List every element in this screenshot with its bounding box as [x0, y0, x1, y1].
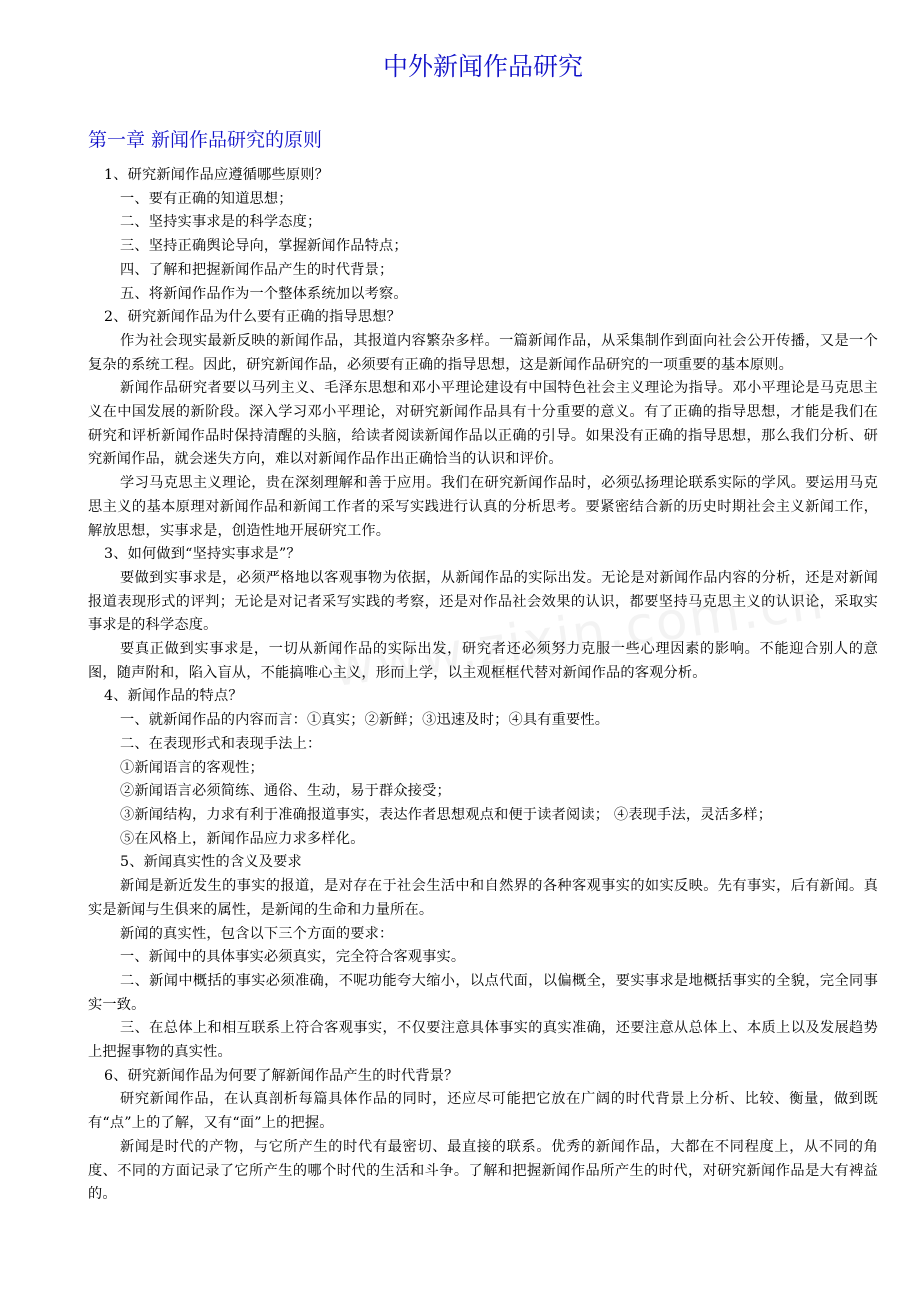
paragraph: 四、了解和把握新闻作品产生的时代背景； [120, 261, 394, 278]
document-body [88, 164, 878, 1207]
paragraph: 新闻是新近发生的事实的报道，是对存在于社会生活中和自然界的各种客观事实的如实反映。先有事实，后有新闻。真实是新闻与生俱来的属性，是新闻的生命和力量所在。 [88, 878, 878, 918]
question-heading: 2、研究新闻作品为什么要有正确的指导思想？ [104, 309, 401, 326]
paragraph: 一、就新闻作品的内容而言：①真实；②新鲜；③迅速及时；④具有重要性。 [120, 712, 610, 729]
paragraph: 五、将新闻作品作为一个整体系统加以考察。 [120, 285, 408, 302]
paragraph: 二、新闻中概括的事实必须准确，不呢功能夸大缩小，以点代面，以偏概全，要实事求是地概括事实的全貌，完全同事实一致。 [88, 972, 878, 1013]
paragraph: 学习马克思主义理论，贵在深刻理解和善于应用。我们在研究新闻作品时，必须弘扬理论联系实际的学风。要运用马克思主义的基本原理对新闻作品和新闻工作者的采写实践进行认真的分析思考。要紧密结合新的历史时期社会主义新闻工作，解放思想，实事求是，创造性地开展研究工作。 [88, 475, 878, 539]
paragraph: 要做到实事求是，必须严格地以客观事物为依据，从新闻作品的实际出发。无论是对新闻作品内容的分析，还是对新闻报道表现形式的评判；无论是对记者采写实践的考察，还是对作品社会效果的认识，都要坚持马克思主义的认识论，采取实事求是的科学态度。 [88, 569, 878, 634]
question-heading: 1、研究新闻作品应遵循哪些原则？ [104, 167, 330, 183]
paragraph: ⑤在风格上，新闻作品应力求多样化。 [120, 830, 365, 847]
paragraph: 三、坚持正确舆论导向，掌握新闻作品特点； [120, 238, 408, 255]
paragraph: 新闻的真实性，包含以下三个方面的要求： [120, 925, 394, 942]
paragraph: 二、坚持实事求是的科学态度； [120, 214, 322, 231]
chapter-heading: 第一章 新闻作品研究的原则 [88, 129, 323, 151]
paragraph: 研究新闻作品，在认真剖析每篇具体作品的同时，还应尽可能把它放在广阔的时代背景上分析、比较、衡量，做到既有“点”上的了解，又有“面”上的把握。 [88, 1091, 878, 1132]
paragraph: 一、新闻中的具体事实必须真实，完全符合客观事实。 [120, 949, 466, 966]
paragraph: 新闻作品研究者要以马列主义、毛泽东思想和邓小平理论建设有中国特色社会主义理论为指导。邓小平理论是马克思主义在中国发展的新阶段。深入学习邓小平理论，对研究新闻作品具有十分重要的意义。有了正确的指导思想，才能是我们在研究和评析新闻作品时保持清醒的头脑，给读者阅读新闻作品以正确的引导。如果没有正确的指导思想，那么我们分析、研究新闻作品，就会迷失方向，难以对新闻作品作出正确恰当的认识和评价。 [88, 380, 878, 468]
paragraph: 一、要有正确的知道思想； [120, 190, 293, 207]
document-title: 中外新闻作品研究 [382, 52, 583, 81]
question-heading: 4、新闻作品的特点？ [104, 688, 243, 705]
paragraph: ①新闻语言的客观性； [120, 759, 264, 776]
paragraph: 作为社会现实最新反映的新闻作品，其报道内容繁杂多样。一篇新闻作品，从采集制作到面向社会公开传播，又是一个复杂的系统工程。因此，研究新闻作品，必须要有正确的指导思想，这是新闻作品研究的一项重要的基本原则。 [88, 332, 878, 373]
paragraph: 新闻是时代的产物，与它所产生的时代有最密切、最直接的联系。优秀的新闻作品，大都在不同程度上，从不同的角度、不同的方面记录了它所产生的哪个时代的生活和斗争。了解和把握新闻作品所产生的时代，对研究新闻作品是大有裨益的。 [88, 1138, 878, 1203]
paragraph: ②新闻语言必须简练、通俗、生动，易于群众接受； [120, 783, 451, 800]
paragraph: 二、在表现形式和表现手法上： [120, 735, 322, 752]
paragraph: 三、在总体上和相互联系上符合客观事实，不仅要注意具体事实的真实准确，还要注意从总体上、本质上以及发展趋势上把握事物的真实性。 [88, 1020, 878, 1061]
question-heading: 3、如何做到“坚持实事求是”？ [104, 546, 301, 563]
question-heading: 6、研究新闻作品为何要了解新闻作品产生的时代背景？ [104, 1067, 459, 1084]
paragraph: 要真正做到实事求是，一切从新闻作品的实际出发，研究者还必须努力克服一些心理因素的影响。不能迎合别人的意图，随声附和，陷入盲从，不能搞唯心主义，形而上学，以主观框框代替对新闻作品的客观分析。 [88, 641, 878, 681]
paragraph: 5、新闻真实性的含义及要求 [120, 854, 302, 871]
paragraph: ③新闻结构，力求有利于准确报道事实，表达作者思想观点和便于读者阅读； ④表现手法，灵活多样； [120, 806, 773, 823]
